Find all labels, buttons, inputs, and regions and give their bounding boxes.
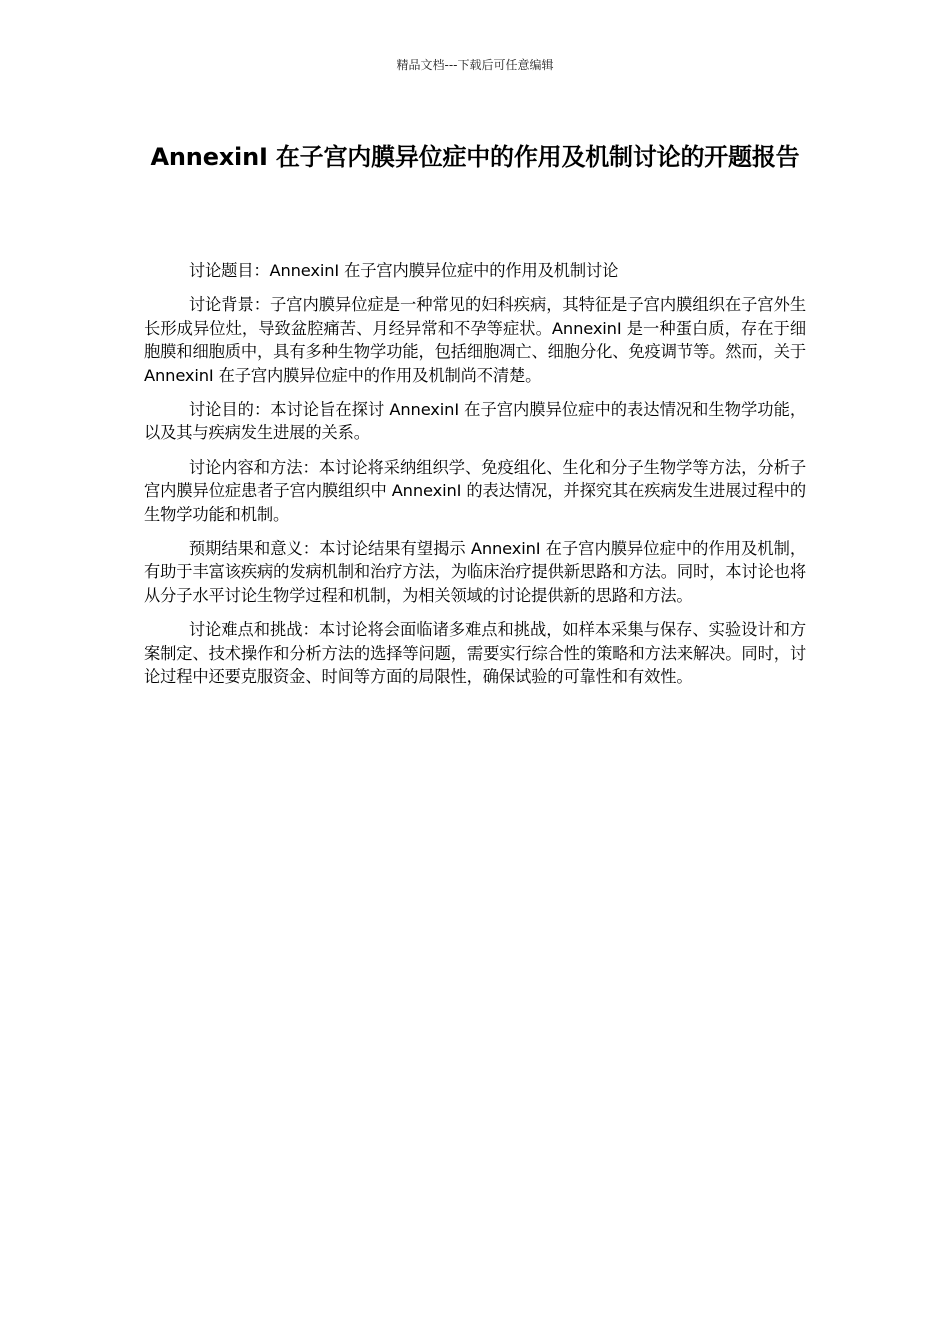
paragraph-topic: 讨论题目：AnnexinI 在子宫内膜异位症中的作用及机制讨论 [188,261,619,280]
document-body [144,259,806,700]
paragraph-background: 讨论背景：子宫内膜异位症是一种常见的妇科疾病，其特征是子宫内膜组织在子宫外生长形成异位灶，导致盆腔痛苦、月经异常和不孕等症状。AnnexinI 是一种蛋白质，存在于细胞膜和细胞质中，具有多种生物学功能，包括细胞凋亡、细胞分化、免疫调节等。然而，关于 AnnexinI 在子宫内膜异位症中的作用及机制尚不清楚。 [144,295,806,385]
paragraph-expected-results: 预期结果和意义：本讨论结果有望揭示 AnnexinI 在子宫内膜异位症中的作用及机制，有助于丰富该疾病的发病机制和治疗方法，为临床治疗提供新思路和方法。同时，本讨论也将从分子水平讨论生物学过程和机制，为相关领域的讨论提供新的思路和方法。 [144,539,806,605]
document-title: AnnexinI 在子宫内膜异位症中的作用及机制讨论的开题报告 [150,143,800,171]
paragraph-difficulties: 讨论难点和挑战：本讨论将会面临诸多难点和挑战，如样本采集与保存、实验设计和方案制定、技术操作和分析方法的选择等问题，需要实行综合性的策略和方法来解决。同时，讨论过程中还要克服资金、时间等方面的局限性，确保试验的可靠性和有效性。 [144,620,806,687]
paragraph-content-methods: 讨论内容和方法：本讨论将采纳组织学、免疫组化、生化和分子生物学等方法，分析子宫内膜异位症患者子宫内膜组织中 AnnexinI 的表达情况，并探究其在疾病发生进展过程中的生物学功能和机制。 [144,457,806,524]
page-header: 精品文档---下载后可任意编辑 [396,58,554,72]
paragraph-purpose: 讨论目的：本讨论旨在探讨 AnnexinI 在子宫内膜异位症中的表达情况和生物学功能，以及其与疾病发生进展的关系。 [144,400,806,443]
